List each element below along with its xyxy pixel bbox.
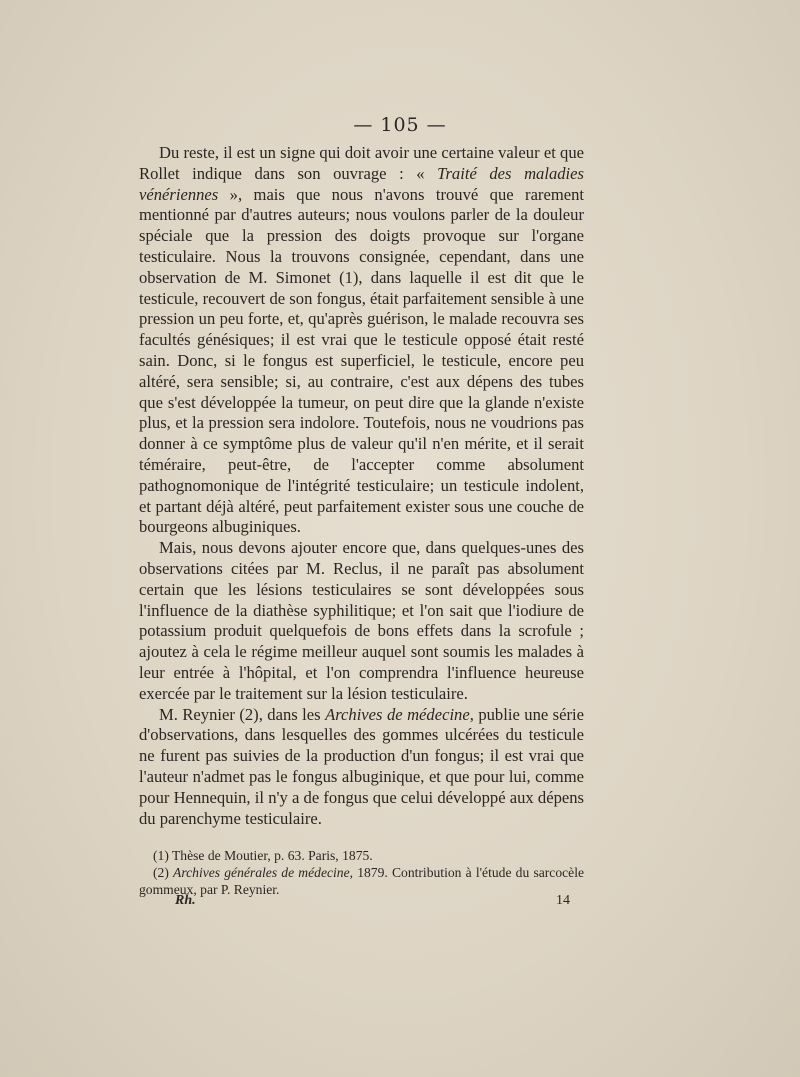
paragraph-2-text: Mais, nous devons ajouter encore que, dans quelques-unes des observations citées par M. Reclus, il ne paraît pas absolument certain que les lésions testiculaires se sont développées sous l'influence de la diathèse syphilitique; et l'on sait que l'iodiure de potassium produit quelquefois de bons effets dans la scrofule ; ajoutez à cela le régime meilleur auquel sont soumis les malades à leur entrée à l'hôpital, et l'on comprendra l'influence heureuse exercée par le traitement sur la lésion testiculaire.: [139, 538, 584, 703]
signature-line: [175, 893, 570, 909]
paragraph-1-text-a: Du reste, il est un signe qui doit avoir une certaine valeur et que Rollet indique dans son ouvrage : «: [139, 143, 584, 183]
footnote-2-journal: Archives générales de médecine: [173, 864, 350, 880]
paragraph-3-text-a: M. Reynier (2), dans les: [159, 704, 326, 724]
book-title-rollet: Traité des maladies vénériennes: [139, 163, 584, 204]
signature-number: 14: [556, 893, 570, 908]
journal-title: Archives de médecine: [325, 704, 470, 724]
body-text: [139, 143, 584, 829]
paragraph-3-text-b: , publie une série d'observations, dans lesquelles des gommes ulcérées du testicule ne furent pas suivies de la production d'un fongus; il est vrai que l'auteur n'admet pas le fongus albuginique, et que pour lui, comme pour Hennequin, il n'y a de fongus que celui développé aux dépens du parenchyme testiculaire.: [139, 704, 585, 828]
paragraph-3: [139, 705, 584, 830]
page-number: — 105 —: [353, 114, 447, 136]
footnote-2-text: , 1879. Contribution à l'étude du sarcocèle gommeux, par P. Reynier.: [139, 864, 585, 897]
footnotes: [139, 848, 584, 898]
footnote-2-prefix: (2): [153, 864, 174, 880]
paragraph-1-text-b: », mais que nous n'avons trouvé que rarement mentionné par d'autres auteurs; nous voulons parler de la douleur spéciale que la pression des doigts provoque sur l'organe testiculaire. Nous la trouvons consignée, cependant, dans une observation de M. Simonet (1), dans laquelle il est dit que le testicule, recouvert de son fongus, était parfaitement sensible à une pression un peu forte, et, qu'après guérison, le malade recouvra ses facultés génésiques; il est vrai que le testicule opposé était resté sain. Donc, si le fongus est superficiel, le testicule, encore peu altéré, sera sensible; si, au contraire, c'est aux dépens des tubes que s'est développée la tumeur, on peut dire que la glande n'existe plus, et la pression sera indolore. Toutefois, nous ne voudrions pas donner à ce symptôme plus de valeur qu'il n'en mérite, et il serait téméraire, peut-être, de l'accepter comme absolument pathognomonique de l'intégrité testiculaire; un testicule indolent, et partant déjà altéré, peut parfaitement exister sous une couche de bourgeons albuginiques.: [139, 184, 584, 537]
footnote-1: (1) Thèse de Moutier, p. 63. Paris, 1875.: [153, 848, 373, 863]
paragraph-1: [139, 143, 584, 538]
paragraph-2: [139, 538, 584, 704]
signature-mark: Rh.: [175, 893, 196, 908]
